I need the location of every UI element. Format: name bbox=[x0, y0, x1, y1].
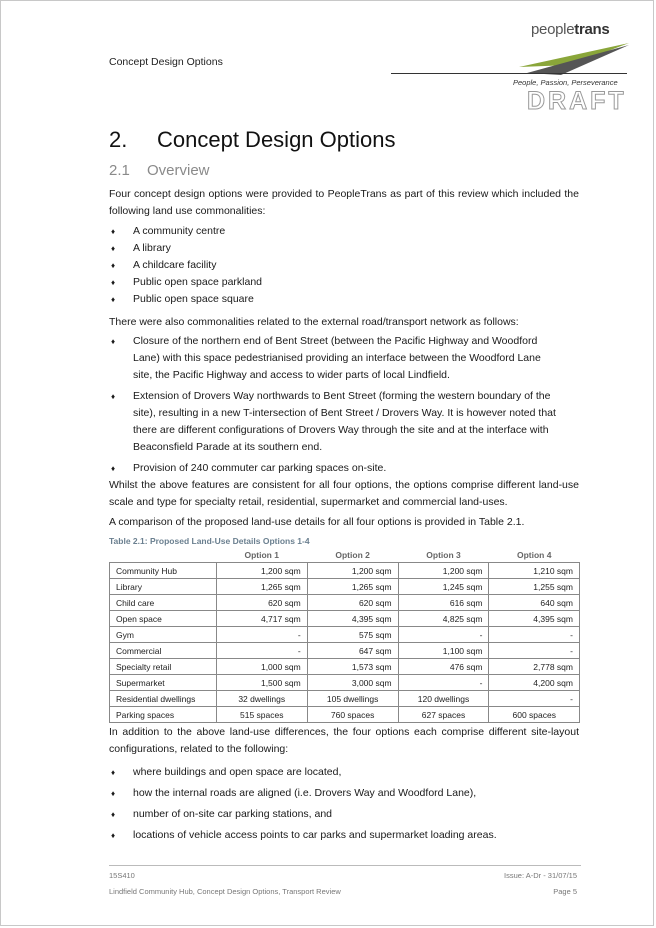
commonalities-list bbox=[109, 223, 579, 308]
list-item: ♦ Provision of 240 commuter car parking spaces on-site. bbox=[111, 462, 387, 474]
table-caption: Table 2.1: Proposed Land-Use Details Options 1-4 bbox=[109, 536, 310, 546]
consistency-paragraph: Whilst the above features are consistent for all four options, the options comprise different land-use scale and type for specialty retail, residential, supermarket and commercial land-uses. bbox=[109, 479, 579, 508]
footer-project-number: 15S410 bbox=[109, 871, 135, 880]
list-item: ♦ A library bbox=[111, 242, 171, 254]
table-row: Open space 4,717 sqm 4,395 sqm 4,825 sqm 4,395 sqm bbox=[110, 611, 580, 627]
list-item: ♦ locations of vehicle access points to car parks and supermarket loading areas. bbox=[111, 829, 497, 841]
list-item: ♦ A childcare facility bbox=[111, 259, 217, 271]
table-header-row bbox=[110, 548, 580, 563]
list-item: ♦ Public open space square bbox=[111, 293, 254, 305]
layout-list bbox=[109, 762, 579, 846]
column-header: Option 2 bbox=[307, 548, 398, 563]
table-row: Specialty retail 1,000 sqm 1,573 sqm 476 sqm 2,778 sqm bbox=[110, 659, 580, 675]
footer-issue: Issue: A-Dr - 31/07/15 bbox=[504, 871, 577, 880]
list-item: ♦ where buildings and open space are located, bbox=[111, 766, 342, 778]
network-paragraph: There were also commonalities related to the external road/transport network as follows: bbox=[109, 316, 519, 328]
intro-paragraph: Four concept design options were provided to PeopleTrans as part of this review which included the following land use commonalities: bbox=[109, 188, 579, 217]
draft-watermark: DRAFT bbox=[527, 87, 627, 115]
differences-paragraph: In addition to the above land-use differences, the four options each comprise different site-layout configurations, related to the following: bbox=[109, 726, 579, 755]
logo-wordmark: peopletrans bbox=[531, 21, 610, 38]
table-row: Child care 620 sqm 620 sqm 616 sqm 640 sqm bbox=[110, 595, 580, 611]
tagline: People, Passion, Perseverance bbox=[513, 78, 618, 87]
table-row: Commercial - 647 sqm 1,100 sqm - bbox=[110, 643, 580, 659]
column-header: Option 1 bbox=[216, 548, 307, 563]
footer-page-number: Page 5 bbox=[553, 887, 577, 896]
comparison-paragraph: A comparison of the proposed land-use details for all four options is provided in Table 2.1. bbox=[109, 516, 525, 528]
column-header: Option 4 bbox=[489, 548, 580, 563]
list-item: ♦ Closure of the northern end of Bent Street (between the Pacific Highway and Woodford Lane) with this space pedestrianised providing an interface between the Woodford Lane site, the Pacific Highway and access to wider parts of local Lindfield. bbox=[111, 335, 541, 381]
list-item: ♦ how the internal roads are aligned (i.e. Drovers Way and Woodford Lane), bbox=[111, 787, 477, 799]
list-item: ♦ Public open space parkland bbox=[111, 276, 263, 288]
footer-document-title: Lindfield Community Hub, Concept Design Options, Transport Review bbox=[109, 887, 341, 896]
table-row: Community Hub 1,200 sqm 1,200 sqm 1,200 sqm 1,210 sqm bbox=[110, 563, 580, 579]
table-row: Gym - 575 sqm - - bbox=[110, 627, 580, 643]
table-row: Parking spaces 515 spaces 760 spaces 627 spaces 600 spaces bbox=[110, 707, 580, 723]
header-divider bbox=[391, 73, 627, 74]
land-use-table bbox=[109, 548, 580, 723]
footer-divider bbox=[109, 865, 581, 866]
table-row: Library 1,265 sqm 1,265 sqm 1,245 sqm 1,255 sqm bbox=[110, 579, 580, 595]
list-item: ♦ number of on-site car parking stations, and bbox=[111, 808, 333, 820]
table-row: Supermarket 1,500 sqm 3,000 sqm - 4,200 sqm bbox=[110, 675, 580, 691]
subsection-heading: 2.1 Overview bbox=[109, 162, 210, 179]
table-row: Residential dwellings 32 dwellings 105 dwellings 120 dwellings - bbox=[110, 691, 580, 707]
list-item: ♦ A community centre bbox=[111, 225, 226, 237]
column-header: Option 3 bbox=[398, 548, 489, 563]
network-list bbox=[109, 333, 559, 477]
list-item: ♦ Extension of Drovers Way northwards to Bent Street (forming the western boundary of the site), resulting in a new T-intersection of Bent Street / Drovers Way. It is however noted that there are different configurations of Drovers Way through the site and at the interface with Beaconsfield Parade at its southern end. bbox=[111, 390, 556, 453]
section-heading: 2. Concept Design Options bbox=[109, 127, 396, 152]
header-title: Concept Design Options bbox=[109, 56, 223, 68]
